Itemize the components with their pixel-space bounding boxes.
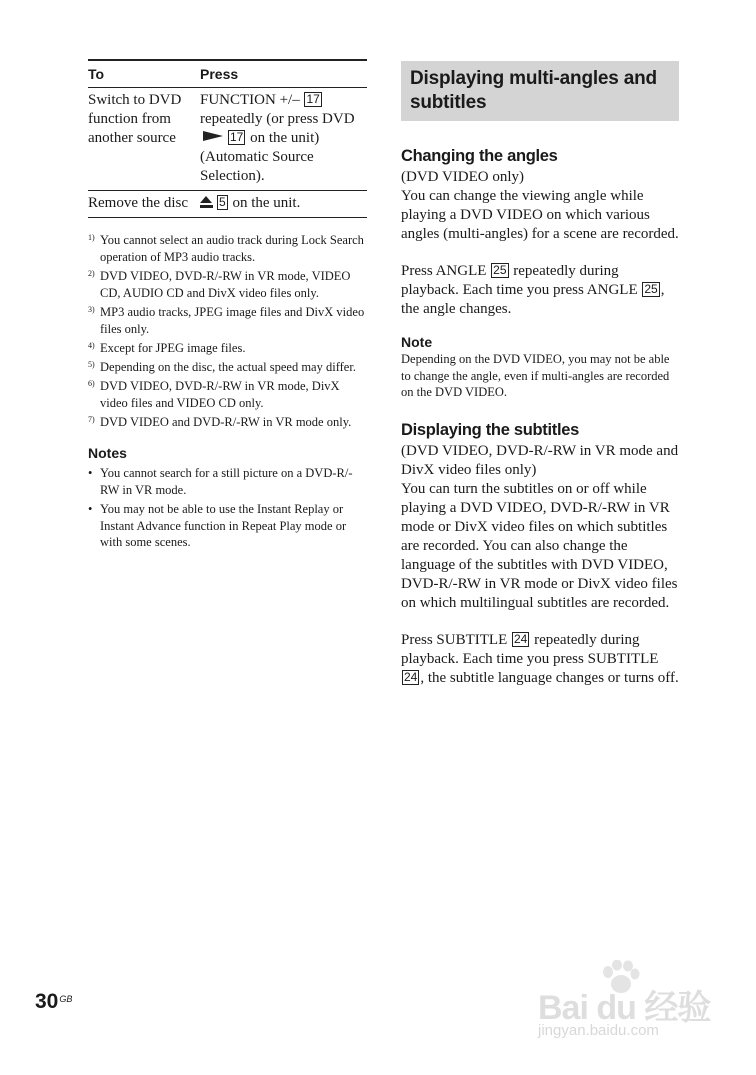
footnote-text: Depending on the disc, the actual speed may differ.: [100, 360, 356, 374]
press-text: on the unit.: [228, 195, 301, 211]
footnote-number: 1): [88, 233, 95, 242]
key-number-badge: 5: [219, 195, 226, 209]
note-text: You may not be able to use the Instant Replay or Instant Advance function in Repeat Play mode or with some scenes.: [100, 502, 347, 549]
footnote: [88, 414, 367, 431]
note-item: [88, 501, 367, 551]
table-cell-to: Remove the disc: [88, 191, 200, 218]
footnote: [88, 378, 367, 412]
table-cell-press: [200, 191, 367, 218]
watermark-url: jingyan.baidu.com: [538, 1022, 659, 1039]
watermark-logo: Bai du 经验: [538, 989, 711, 1027]
right-column: [401, 61, 679, 688]
key-number-badge: 24: [404, 669, 418, 684]
note-text: You cannot search for a still picture on a DVD-R/-RW in VR mode.: [100, 466, 353, 497]
footnote-number: 5): [88, 360, 95, 369]
table-header-row: [88, 60, 367, 88]
table-row: [88, 191, 367, 218]
subtitles-instruction: [401, 631, 679, 688]
play-arrow-icon: [203, 131, 223, 141]
footnote-number: 4): [88, 341, 95, 350]
page-locale-suffix: GB: [59, 994, 73, 1004]
instruction-text: Press SUBTITLE: [401, 631, 511, 648]
column-header-to: To: [88, 60, 200, 88]
watermark: [538, 960, 718, 1050]
angles-intro: (DVD VIDEO only) You can change the viewing angle while playing a DVD VIDEO on which various angles (multi-angles) for a scene are recorded.: [401, 169, 679, 242]
instruction-text: , the angle changes.: [401, 282, 665, 317]
footnote-text: Except for JPEG image files.: [100, 341, 246, 355]
footnote-text: DVD VIDEO, DVD-R/-RW in VR mode, VIDEO CD, AUDIO CD and DivX video files only.: [100, 269, 351, 300]
key-number-badge: 25: [644, 282, 658, 296]
column-header-press: Press: [200, 60, 367, 88]
footnote: [88, 359, 367, 376]
footnote-number: 6): [88, 379, 95, 388]
footnote-text: MP3 audio tracks, JPEG image files and DivX video files only.: [100, 305, 365, 336]
table-row: [88, 88, 367, 191]
footnote-number: 7): [88, 415, 95, 424]
subtitles-heading: Displaying the subtitles: [401, 420, 579, 439]
note-item: [88, 465, 367, 498]
table-cell-press: [200, 88, 367, 191]
footnote-text: You cannot select an audio track during Lock Search operation of MP3 audio tracks.: [100, 233, 364, 264]
page-number-value: 30: [35, 990, 59, 1013]
subtitles-intro: (DVD VIDEO, DVD-R/-RW in VR mode and DivX video files only) You can turn the subtitles on or off while playing a DVD VIDEO, DVD-R/-RW in VR mode or DivX video files on which subtitles are recorded. You can also change the language of the subtitles with DVD VIDEO, DVD-R/-RW in VR mode or DivX video files on which multilingual subtitles are recorded.: [401, 442, 679, 611]
page-number: [35, 990, 72, 1014]
key-number-badge: 25: [493, 263, 507, 277]
press-text: on the unit) (Automatic Source Selection).: [200, 130, 320, 184]
notes-heading: Notes: [88, 445, 127, 461]
note-heading: Note: [401, 334, 433, 350]
operations-table: [88, 59, 367, 218]
footnote: [88, 340, 367, 357]
key-number-badge: 24: [514, 631, 528, 646]
footnote: [88, 268, 367, 302]
table-cell-to: Switch to DVD function from another source: [88, 88, 200, 191]
footnote-text: DVD VIDEO and DVD-R/-RW in VR mode only.: [100, 415, 352, 429]
key-number-badge: 17: [230, 130, 244, 144]
left-column: [88, 59, 367, 554]
instruction-text: , the subtitle language changes or turns off.: [420, 669, 679, 686]
footnote: [88, 304, 367, 338]
section-title: Displaying multi-angles and subtitles: [401, 61, 679, 121]
footnote-number: 2): [88, 269, 95, 278]
key-number-badge: 17: [306, 92, 320, 106]
footnote: [88, 232, 367, 266]
bullet-icon: •: [88, 502, 93, 516]
footnote-text: DVD VIDEO, DVD-R/-RW in VR mode, DivX video files and VIDEO CD only.: [100, 379, 340, 410]
press-text: repeatedly (or press DVD: [200, 111, 355, 127]
eject-icon: [200, 196, 213, 208]
instruction-text: repeatedly during playback. Each time you press ANGLE: [401, 263, 642, 298]
footnote-number: 3): [88, 305, 95, 314]
instruction-text: Press ANGLE: [401, 263, 491, 279]
angles-instruction: [401, 262, 679, 319]
note-text: Depending on the DVD VIDEO, you may not be able to change the angle, even if multi-angles are recorded on the DVD VIDEO.: [401, 352, 670, 399]
footnotes: [88, 232, 367, 431]
bullet-icon: •: [88, 466, 93, 480]
instruction-text: repeatedly during playback. Each time you press SUBTITLE: [401, 631, 659, 667]
angles-heading: Changing the angles: [401, 147, 558, 165]
press-text: FUNCTION +/–: [200, 92, 304, 108]
